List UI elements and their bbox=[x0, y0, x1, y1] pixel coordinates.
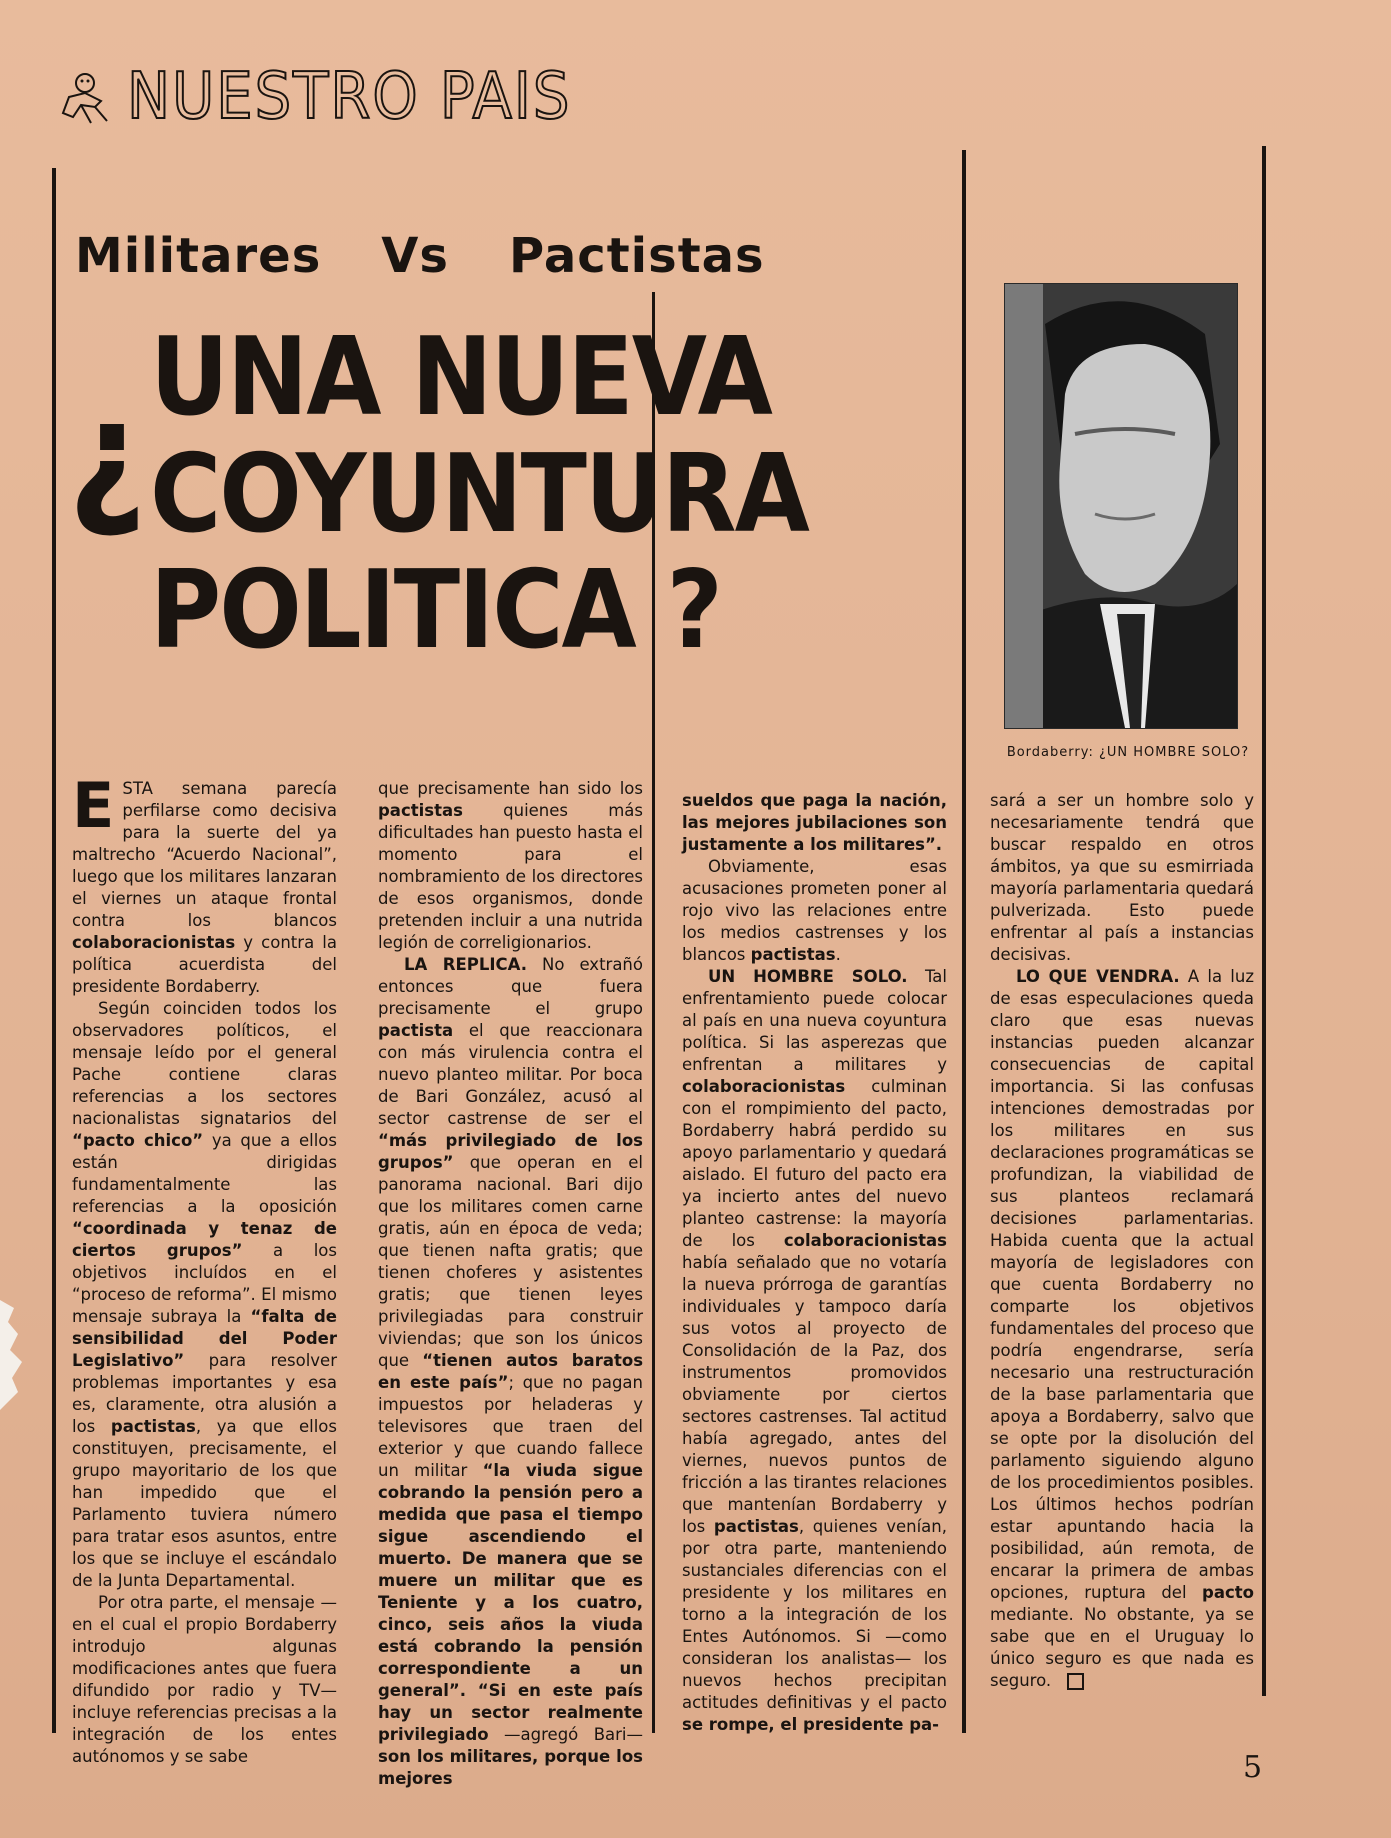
paragraph: sueldos que paga la nación, las mejores jubilaciones son justamente a los militares”. bbox=[682, 791, 947, 854]
text-run: había señalado que no votaría la nueva prórroga de garantías individuales y tampoco daría sus votos al proyecto de Consolidación de la Paz, dos instrumentos promovidos obviamente por ciertos sectores castrenses. Tal actitud había agregado, antes del viernes, nuevos puntos de fricción a las tirantes relaciones que mantenían Bordaberry y los bbox=[682, 1253, 947, 1536]
headline-line: UNA NUEVA bbox=[150, 315, 771, 440]
text-run: A la luz de esas especulaciones queda claro que esas nuevas instancias pueden alcanzar consecuencias de capital importancia. Si las confusas intenciones demostradas por los militares en sus declaraciones programáticas se profundizan, la viabilidad de sus planteos reclamará decisiones parlamentarias. Habida cuenta que la actual mayoría de legisladores con que cuenta Bordaberry no comparte los objetivos fundamentales del proceso que podría engendrarse, sería necesario una restructuración de la base parlamentaria que apoya a Bordaberry, salvo que se opte por la disolución del parlamento siguiendo alguno de los procedimientos posibles. Los últimos hechos podrían estar apuntando hacia la posibilidad, aún remota, de encarar la primera de ambas opciones, ruptura del bbox=[990, 967, 1254, 1602]
text-run: que precisamente han sido los bbox=[378, 779, 643, 798]
text-run: , ya que ellos constituyen, precisamente, el grupo mayoritario de los que han impedido que el Parlamento tuviera número para tratar esos asuntos, entre los que se incluye el escándalo de la Junta Departamental. bbox=[72, 1417, 337, 1590]
text-run: Tal enfrentamiento puede colocar al país en una nueva coyuntura política. Si las asperezas que enfrentan a militares y bbox=[682, 967, 947, 1074]
subhead: LO QUE VENDRA. bbox=[1016, 967, 1180, 986]
text-run: STA semana parecía perfilarse como decisiva para la suerte del ya maltrecho “Acuerdo Nacional”, luego que los militares lanzaran el viernes un ataque frontal contra los blancos bbox=[72, 779, 337, 930]
kicker-word: Militares bbox=[75, 228, 322, 284]
column-rule bbox=[52, 168, 56, 1733]
portrait-photo-illustration bbox=[1005, 284, 1237, 728]
paragraph bbox=[990, 966, 1254, 1692]
text-run: a los objetivos incluídos en el “proceso de reforma”. El mismo mensaje subraya la bbox=[72, 1241, 337, 1326]
article-kicker bbox=[75, 228, 955, 284]
article-column-3 bbox=[682, 790, 947, 1736]
text-run: . bbox=[835, 945, 841, 964]
text-run: —agregó Bari— bbox=[488, 1725, 643, 1744]
text-run: mediante. No obstante, ya se sabe que en el Uruguay lo único seguro es que nada es seguro. bbox=[990, 1605, 1254, 1690]
paragraph bbox=[378, 954, 643, 1790]
paragraph: Por otra parte, el mensaje —en el cual el propio Bordaberry introdujo algunas modificaciones antes que fuera difundido por radio y TV— incluye referencias precisas a la integración de los entes autónomos y se sabe bbox=[72, 1593, 337, 1766]
text-run-bold: colaboracionistas bbox=[783, 1231, 947, 1250]
text-run-bold: “la viuda sigue cobrando la pensión pero a medida que pasa el tiempo sigue ascendiendo el muerto. De manera que se muere un militar que es Teniente y a los cuatro, cinco, seis años la viuda está cobrando la pensión correspondiente a un general”. “Si en este país hay un sector realmente privilegiado bbox=[378, 1461, 643, 1744]
column-rule bbox=[962, 150, 966, 1733]
text-run-bold: se rompe, el presidente pa- bbox=[682, 1715, 940, 1734]
headline-line: POLITICA ? bbox=[150, 548, 721, 674]
text-run: Obviamente, esas acusaciones prometen poner al rojo vivo las relaciones entre los medios castrenses y los blancos bbox=[682, 857, 947, 964]
section-header bbox=[55, 62, 571, 132]
text-run-bold: colaboracionistas bbox=[682, 1077, 846, 1096]
text-run-bold: pactistas bbox=[750, 945, 836, 964]
drop-cap: E bbox=[72, 769, 115, 842]
paragraph bbox=[72, 998, 337, 1592]
text-run: el que reaccionara con más virulencia contra el nuevo planteo militar. Por boca de Bari González, acusó al sector castrense de ser el bbox=[378, 1021, 643, 1128]
cartoon-figure-icon bbox=[55, 67, 115, 127]
text-run-bold: “falta de sensibilidad del Poder Legislativo” bbox=[72, 1307, 337, 1370]
text-run: y contra la política acuerdista del presidente Bordaberry. bbox=[72, 933, 337, 996]
article-column-1 bbox=[72, 769, 338, 1768]
kicker-word: Vs bbox=[381, 228, 449, 284]
text-run-bold: pactistas bbox=[378, 801, 463, 820]
text-run-bold: pactistas bbox=[713, 1517, 799, 1536]
paragraph bbox=[682, 966, 947, 1736]
article-column-4 bbox=[990, 790, 1254, 1692]
text-run-bold: pactistas bbox=[110, 1417, 196, 1436]
paragraph: sará a ser un hombre solo y necesariamente tendrá que buscar respaldo en otros ámbitos, ya que su esmirriada mayoría parlamentaria quedará pulverizada. Esto puede enfrentar al país a instancias decisivas. bbox=[990, 791, 1254, 964]
end-of-article-square-icon bbox=[1067, 1673, 1084, 1690]
subhead: UN HOMBRE SOLO. bbox=[708, 967, 908, 986]
text-run: que operan en el panorama nacional. Bari dijo que los militares comen carne gratis, aún en época de veda; que tienen nafta gratis; que tienen choferes y asistentes gratis; que tienen leyes privilegiadas para construir viviendas; que son los únicos que bbox=[378, 1153, 643, 1370]
text-run: ya que a ellos están dirigidas fundamentalmente las referencias a la oposición bbox=[72, 1131, 338, 1216]
text-run: culminan con el rompimiento del pacto, Bordaberry habrá perdido su apoyo parlamentario y quedará aislado. El futuro del pacto era ya incierto antes del nuevo planteo castrense: la mayoría de los bbox=[682, 1077, 947, 1250]
column-rule bbox=[1262, 146, 1266, 1696]
text-run-bold: “más privilegiado de los grupos” bbox=[378, 1131, 643, 1172]
text-run-bold: colaboracionistas bbox=[72, 933, 236, 952]
paragraph bbox=[72, 769, 337, 998]
text-run-bold: “pacto chico” bbox=[72, 1131, 204, 1150]
kicker-word: Pactistas bbox=[508, 228, 765, 284]
photo-caption: Bordaberry: ¿UN HOMBRE SOLO? bbox=[1006, 745, 1250, 760]
text-run-bold: son los militares, porque los mejores bbox=[378, 1747, 643, 1788]
text-run: para resolver problemas importantes y esa es, claramente, otra alusión a los bbox=[72, 1351, 337, 1436]
text-run: No extrañó entonces que fuera precisamente el grupo bbox=[378, 955, 643, 1018]
section-title: NUESTRO PAIS bbox=[127, 60, 572, 134]
article-headline bbox=[150, 315, 808, 674]
portrait-photo bbox=[1004, 283, 1238, 729]
text-run-bold: pactista bbox=[378, 1021, 454, 1040]
text-run-bold: “tienen autos baratos en este país” bbox=[378, 1351, 644, 1392]
text-run: Según coinciden todos los observadores políticos, el mensaje leído por el general Pache contiene claras referencias a los sectores nacionalistas signatarios del bbox=[72, 999, 337, 1128]
text-run: ; que no pagan impuestos por heladeras y televisores que traen del exterior y que cuando fallece un militar bbox=[378, 1373, 643, 1480]
text-run-bold: “coordinada y tenaz de ciertos grupos” bbox=[72, 1219, 337, 1260]
page-number: 5 bbox=[1243, 1750, 1263, 1785]
paragraph bbox=[378, 778, 643, 954]
headline-inverted-question-mark: ¿ bbox=[68, 368, 147, 542]
article-column-2 bbox=[378, 778, 643, 1790]
text-run-bold: pacto bbox=[1202, 1583, 1254, 1602]
text-run: , quienes venían, por otra parte, manteniendo sustanciales diferencias con el presidente y los militares en torno a la integración de los Entes Autónomos. Si —como consideran los analistas— los nuevos hechos precipitan actitudes definitivas y el pacto bbox=[682, 1517, 947, 1712]
text-run: quienes más dificultades han puesto hasta el momento para el nombramiento de los directores de esos organismos, donde pretenden incluir a una nutrida legión de correligionarios. bbox=[378, 801, 643, 952]
subhead: LA REPLICA. bbox=[404, 955, 527, 974]
torn-edge-icon bbox=[0, 1300, 40, 1410]
paragraph bbox=[682, 856, 947, 966]
headline-line: COYUNTURA bbox=[150, 431, 808, 557]
